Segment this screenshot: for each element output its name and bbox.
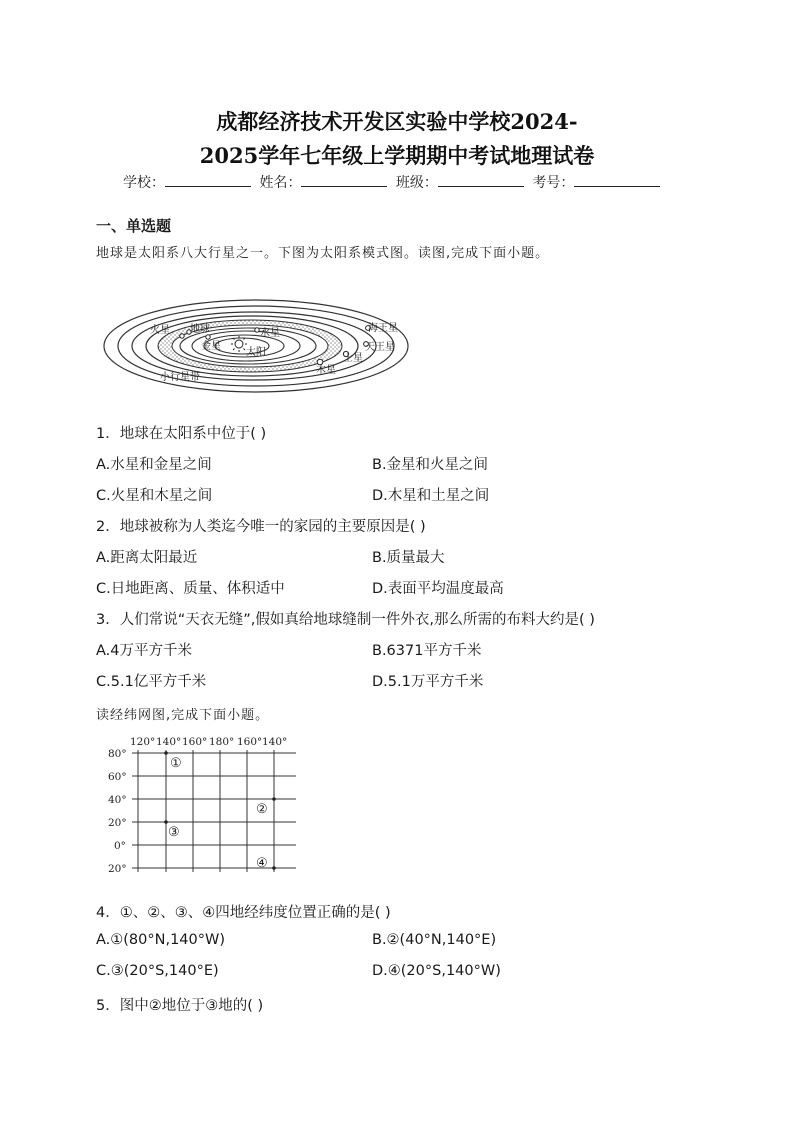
intro-grid-map: 读经纬网图,完成下面小题。 (96, 708, 270, 723)
lat-label-80: 80° (108, 748, 127, 760)
paper-title-line2: 2025学年七年级上学期期中考试地理试卷 (199, 143, 595, 168)
lon-label-160: 160° (182, 736, 208, 748)
q2-option-a[interactable]: A.距离太阳最近 (96, 550, 198, 566)
intro-solar-system: 地球是太阳系八大行星之一。下图为太阳系模式图。读图,完成下面小题。 (96, 246, 550, 261)
q2-option-b[interactable]: B.质量最大 (372, 550, 445, 566)
class-blank[interactable] (438, 172, 524, 187)
question-4-stem: 4．①、②、③、④四地经纬度位置正确的是( ) (96, 905, 391, 921)
school-blank[interactable] (165, 172, 251, 187)
point-3: ③ (168, 825, 180, 840)
q1-option-d[interactable]: D.木星和土星之间 (372, 488, 490, 504)
label-earth: 地球 (190, 324, 210, 335)
lat-label-20s: 20° (108, 863, 127, 875)
lat-label-0: 0° (114, 840, 126, 852)
label-venus: 金星 (201, 341, 221, 352)
exam-number-blank[interactable] (574, 172, 660, 187)
exam-number-label: 考号： (532, 175, 575, 191)
label-sun: 太阳 (246, 347, 266, 358)
lat-label-60: 60° (108, 771, 127, 783)
student-info-line (123, 172, 664, 192)
lon-label-120: 120° (130, 736, 156, 748)
school-label: 学校： (123, 175, 165, 191)
lon-label-180: 180° (209, 736, 235, 748)
lon-label-160w: 160° (237, 736, 263, 748)
q2-option-c[interactable]: C.日地距离、质量、体积适中 (96, 581, 285, 597)
name-label: 姓名： (259, 175, 302, 191)
question-3-stem: 3．人们常说“天衣无缝”,假如真给地球缝制一件外衣,那么所需的布料大约是( ) (96, 612, 595, 628)
q3-option-c[interactable]: C.5.1亿平方千米 (96, 674, 207, 690)
lat-label-20: 20° (108, 817, 127, 829)
lon-label-140w: 140° (262, 736, 288, 748)
name-blank[interactable] (301, 172, 387, 187)
solar-system-diagram (100, 292, 420, 394)
label-asteroid-belt: 小行星带 (160, 372, 200, 383)
section-title: 一、单选题 (96, 217, 172, 235)
q1-option-a[interactable]: A.水星和金星之间 (96, 457, 212, 473)
label-uranus: 天王星 (365, 342, 395, 353)
q4-option-c[interactable]: C.③(20°S,140°E) (96, 963, 219, 979)
label-saturn: 土星 (343, 353, 363, 364)
q1-option-b[interactable]: B.金星和火星之间 (372, 457, 489, 473)
q1-option-c[interactable]: C.火星和木星之间 (96, 488, 213, 504)
point-1: ① (170, 756, 182, 771)
label-neptune: 海王星 (368, 323, 398, 334)
label-jupiter: 木星 (316, 365, 336, 376)
q4-option-b[interactable]: B.②(40°N,140°E) (372, 932, 497, 948)
q3-option-d[interactable]: D.5.1万平方千米 (372, 674, 484, 690)
lat-label-40: 40° (108, 794, 127, 806)
question-1-stem: 1．地球在太阳系中位于( ) (96, 426, 267, 442)
q3-option-b[interactable]: B.6371平方千米 (372, 643, 482, 659)
lon-label-140: 140° (156, 736, 182, 748)
label-mercury: 水星 (260, 328, 280, 339)
class-label: 班级： (395, 175, 438, 191)
q2-option-d[interactable]: D.表面平均温度最高 (372, 581, 504, 597)
point-4: ④ (256, 856, 268, 871)
q4-option-a[interactable]: A.①(80°N,140°W) (96, 932, 226, 948)
paper-title-line1: 成都经济技术开发区实验中学校2024- (216, 109, 578, 134)
question-2-stem: 2．地球被称为人类迄今唯一的家园的主要原因是( ) (96, 519, 426, 535)
point-2: ② (256, 802, 268, 817)
q3-option-a[interactable]: A.4万平方千米 (96, 643, 192, 659)
question-5-stem: 5．图中②地位于③地的( ) (96, 998, 264, 1014)
q4-option-d[interactable]: D.④(20°S,140°W) (372, 963, 501, 979)
lat-lon-grid-map (100, 730, 310, 880)
label-mars: 火星 (150, 325, 170, 336)
